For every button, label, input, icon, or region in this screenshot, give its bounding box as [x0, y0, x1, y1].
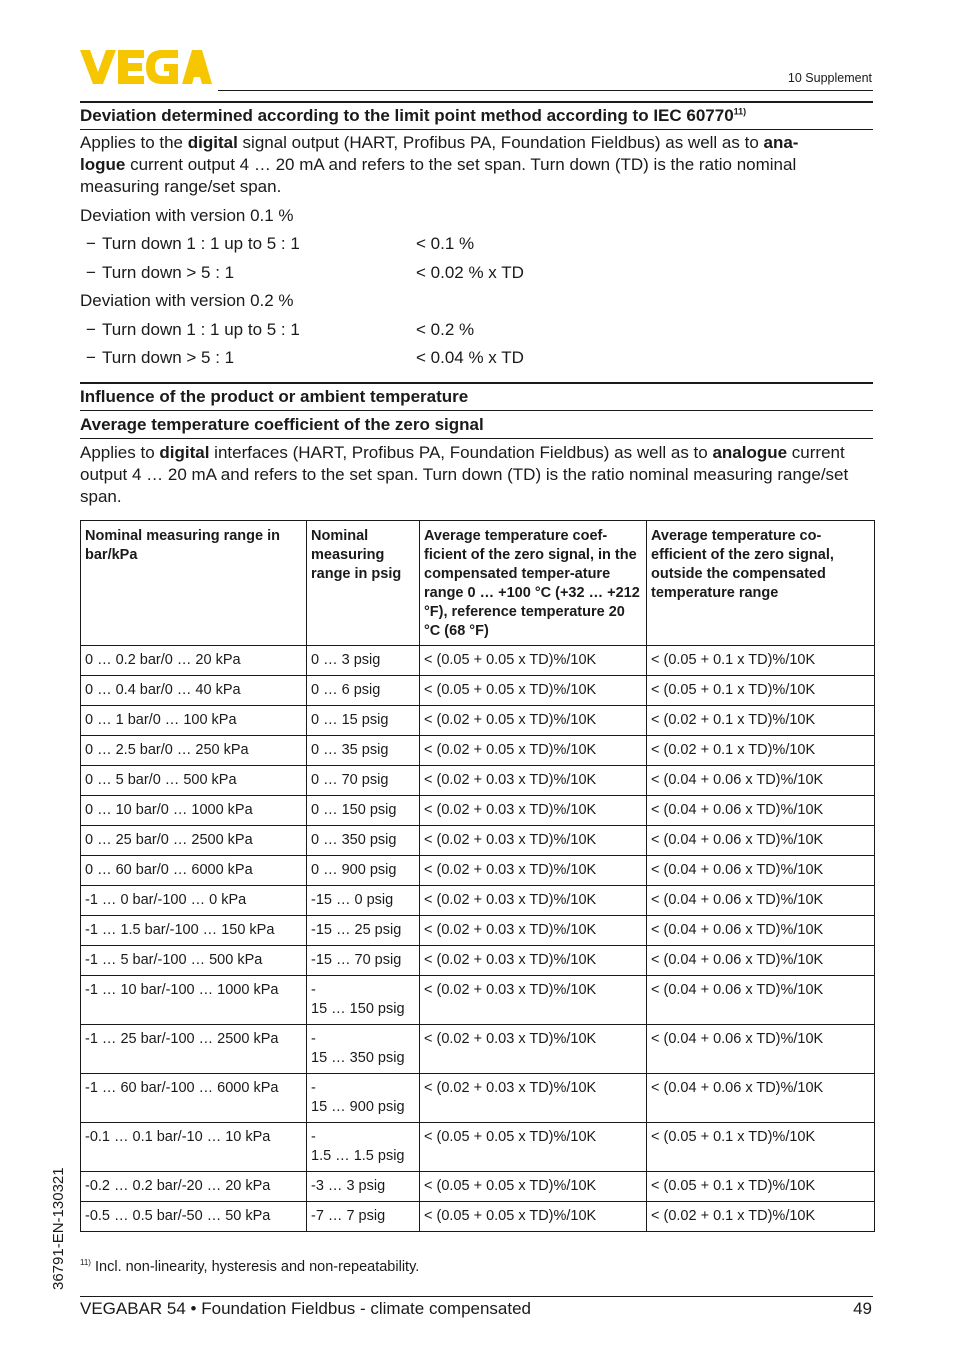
temperature-coefficient-table: [80, 520, 875, 1232]
influence-heading: Influence of the product or ambient temperature: [80, 387, 469, 406]
table-cell: < (0.05 + 0.1 x TD)%/10K: [647, 1172, 875, 1202]
table-cell: -1 … 10 bar/-100 … 1000 kPa: [81, 976, 307, 1025]
table-cell: 0 … 2.5 bar/0 … 250 kPa: [81, 736, 307, 766]
heading-rule-top: [80, 382, 873, 384]
table-cell: < (0.02 + 0.03 x TD)%/10K: [420, 796, 647, 826]
table-cell: < (0.02 + 0.03 x TD)%/10K: [420, 886, 647, 916]
table-row: [81, 1025, 875, 1074]
table-row: [81, 706, 875, 736]
table-cell: < (0.05 + 0.05 x TD)%/10K: [420, 646, 647, 676]
table-row: [81, 946, 875, 976]
deviation-paragraph: Applies to the digital signal output (HART, Profibus PA, Foundation Fieldbus) as well as to ana- logue current output 4 … 20 mA and refers to the set span. Turn down (TD) is the ratio nominal measuring range/set span.: [80, 133, 799, 196]
table-cell: < (0.05 + 0.1 x TD)%/10K: [647, 646, 875, 676]
table-cell: 0 … 3 psig: [307, 646, 420, 676]
table-cell: - 15 … 900 psig: [307, 1074, 420, 1123]
table-cell: 0 … 150 psig: [307, 796, 420, 826]
footer-title: VEGABAR 54 • Foundation Fieldbus - climate compensated: [80, 1299, 532, 1318]
deviation-group-title: Deviation with version 0.1 %: [80, 206, 294, 225]
table-row: [81, 1202, 875, 1232]
table-cell: -1 … 25 bar/-100 … 2500 kPa: [81, 1025, 307, 1074]
table-cell: < (0.04 + 0.06 x TD)%/10K: [647, 766, 875, 796]
table-row: [81, 646, 875, 676]
table-cell: - 1.5 … 1.5 psig: [307, 1123, 420, 1172]
table-cell: < (0.05 + 0.05 x TD)%/10K: [420, 1202, 647, 1232]
deviation-row-label: − Turn down > 5 : 1: [86, 348, 235, 367]
table-cell: - 15 … 350 psig: [307, 1025, 420, 1074]
table-cell: 0 … 0.4 bar/0 … 40 kPa: [81, 676, 307, 706]
table-cell: < (0.04 + 0.06 x TD)%/10K: [647, 916, 875, 946]
table-cell: 0 … 60 bar/0 … 6000 kPa: [81, 856, 307, 886]
table-cell: -1 … 5 bar/-100 … 500 kPa: [81, 946, 307, 976]
heading-rule-bottom: [80, 410, 873, 411]
table-cell: < (0.02 + 0.03 x TD)%/10K: [420, 1025, 647, 1074]
table-cell: < (0.04 + 0.06 x TD)%/10K: [647, 856, 875, 886]
influence-paragraph: Applies to digital interfaces (HART, Profibus PA, Foundation Fieldbus) as well as to analogue current output 4 … 20 mA and refers to the set span. Turn down (TD) is the ratio nominal measuring range/set span.: [80, 443, 849, 506]
table-cell: < (0.02 + 0.1 x TD)%/10K: [647, 706, 875, 736]
table-cell: < (0.02 + 0.03 x TD)%/10K: [420, 916, 647, 946]
table-cell: < (0.05 + 0.1 x TD)%/10K: [647, 676, 875, 706]
table-cell: -0.5 … 0.5 bar/-50 … 50 kPa: [81, 1202, 307, 1232]
deviation-row-value: < 0.1 %: [416, 234, 475, 253]
subheading-rule: [80, 438, 873, 439]
heading-rule-bottom: [80, 129, 873, 130]
table-cell: < (0.02 + 0.03 x TD)%/10K: [420, 826, 647, 856]
table-cell: < (0.04 + 0.06 x TD)%/10K: [647, 976, 875, 1025]
table-row: [81, 1123, 875, 1172]
table-row: [81, 826, 875, 856]
table-cell: < (0.04 + 0.06 x TD)%/10K: [647, 946, 875, 976]
table-row: [81, 676, 875, 706]
table-cell: 0 … 35 psig: [307, 736, 420, 766]
table-cell: 0 … 900 psig: [307, 856, 420, 886]
deviation-row-label: − Turn down 1 : 1 up to 5 : 1: [86, 320, 300, 339]
table-cell: 0 … 350 psig: [307, 826, 420, 856]
table-cell: < (0.02 + 0.1 x TD)%/10K: [647, 736, 875, 766]
table-row: [81, 856, 875, 886]
table-row: [81, 766, 875, 796]
table-cell: 0 … 15 psig: [307, 706, 420, 736]
table-cell: 0 … 5 bar/0 … 500 kPa: [81, 766, 307, 796]
footnote: $^{11)}$ Incl. non-linearity, hysteresis and non-repeatability.: [80, 1258, 420, 1275]
header-divider: [218, 90, 873, 91]
table-cell: 0 … 0.2 bar/0 … 20 kPa: [81, 646, 307, 676]
table-cell: < (0.05 + 0.05 x TD)%/10K: [420, 676, 647, 706]
table-cell: -7 … 7 psig: [307, 1202, 420, 1232]
table-cell: 0 … 25 bar/0 … 2500 kPa: [81, 826, 307, 856]
footnote-ref: 11): [733, 106, 747, 117]
table-cell: < (0.05 + 0.05 x TD)%/10K: [420, 1123, 647, 1172]
table-row: [81, 1074, 875, 1123]
table-cell: -3 … 3 psig: [307, 1172, 420, 1202]
table-cell: < (0.02 + 0.03 x TD)%/10K: [420, 1074, 647, 1123]
section-label: 10 Supplement: [787, 71, 872, 85]
table-cell: -15 … 70 psig: [307, 946, 420, 976]
table-cell: 0 … 70 psig: [307, 766, 420, 796]
table-cell: < (0.04 + 0.06 x TD)%/10K: [647, 886, 875, 916]
deviation-heading: Deviation determined according to the limit point method according to IEC 60770$^{11)}$: [80, 106, 747, 125]
table-row: [81, 976, 875, 1025]
document-code: 36791-EN-130321: [50, 1167, 67, 1290]
table-cell: -0.1 … 0.1 bar/-10 … 10 kPa: [81, 1123, 307, 1172]
table-cell: -1 … 60 bar/-100 … 6000 kPa: [81, 1074, 307, 1123]
column-header: Average temperature co-efficient of the zero signal, outside the compensated temperature range: [647, 521, 875, 646]
table-cell: -1 … 0 bar/-100 … 0 kPa: [81, 886, 307, 916]
table-cell: < (0.02 + 0.03 x TD)%/10K: [420, 976, 647, 1025]
table-cell: -15 … 25 psig: [307, 916, 420, 946]
footer-divider: [80, 1296, 873, 1297]
table-cell: -15 … 0 psig: [307, 886, 420, 916]
table-row: [81, 916, 875, 946]
table-header-row: [81, 521, 875, 646]
deviation-group-title: Deviation with version 0.2 %: [80, 291, 294, 310]
column-header: Nominal measuring range in psig: [307, 521, 420, 646]
heading-rule-top: [80, 101, 873, 103]
table-cell: 0 … 6 psig: [307, 676, 420, 706]
page-number: 49: [853, 1299, 872, 1318]
deviation-row-label: − Turn down 1 : 1 up to 5 : 1: [86, 234, 300, 253]
table-row: [81, 796, 875, 826]
table-cell: < (0.04 + 0.06 x TD)%/10K: [647, 1025, 875, 1074]
table-cell: < (0.04 + 0.06 x TD)%/10K: [647, 1074, 875, 1123]
table-cell: -0.2 … 0.2 bar/-20 … 20 kPa: [81, 1172, 307, 1202]
deviation-row-label: − Turn down > 5 : 1: [86, 263, 235, 282]
table-row: [81, 886, 875, 916]
table-row: [81, 1172, 875, 1202]
column-header: Average temperature coef-ficient of the zero signal, in the compensated temper-ature range 0 … +100 °C (+32 … +212 °F), reference temperature 20 °C (68 °F): [420, 521, 647, 646]
table-cell: < (0.02 + 0.03 x TD)%/10K: [420, 766, 647, 796]
table-cell: < (0.02 + 0.05 x TD)%/10K: [420, 706, 647, 736]
deviation-row-value: < 0.2 %: [416, 320, 475, 339]
table-cell: < (0.02 + 0.03 x TD)%/10K: [420, 946, 647, 976]
table-cell: < (0.02 + 0.03 x TD)%/10K: [420, 856, 647, 886]
table-row: [81, 736, 875, 766]
influence-subheading: Average temperature coefficient of the zero signal: [80, 415, 484, 434]
table-cell: < (0.04 + 0.06 x TD)%/10K: [647, 826, 875, 856]
table-cell: < (0.02 + 0.1 x TD)%/10K: [647, 1202, 875, 1232]
table-cell: -1 … 1.5 bar/-100 … 150 kPa: [81, 916, 307, 946]
table-cell: < (0.05 + 0.1 x TD)%/10K: [647, 1123, 875, 1172]
table-cell: 0 … 10 bar/0 … 1000 kPa: [81, 796, 307, 826]
deviation-row-value: < 0.02 % x TD: [416, 263, 524, 282]
table-cell: < (0.05 + 0.05 x TD)%/10K: [420, 1172, 647, 1202]
table-cell: - 15 … 150 psig: [307, 976, 420, 1025]
vega-logo: [80, 50, 212, 84]
table-body: [81, 646, 875, 1232]
table-cell: < (0.04 + 0.06 x TD)%/10K: [647, 796, 875, 826]
deviation-row-value: < 0.04 % x TD: [416, 348, 524, 367]
column-header: Nominal measuring range in bar/kPa: [81, 521, 307, 646]
table-cell: < (0.02 + 0.05 x TD)%/10K: [420, 736, 647, 766]
table-cell: 0 … 1 bar/0 … 100 kPa: [81, 706, 307, 736]
